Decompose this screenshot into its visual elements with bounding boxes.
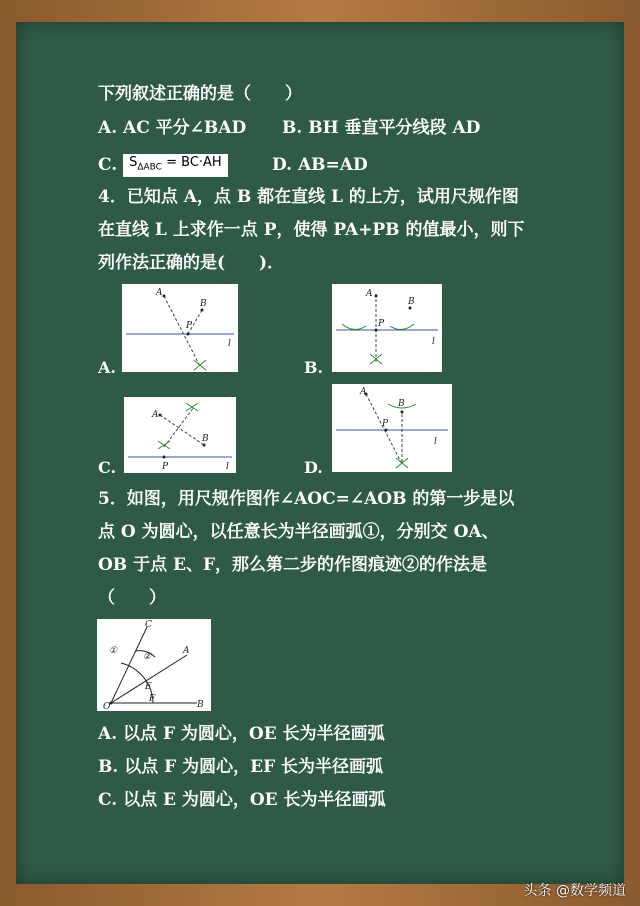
svg-text:E: E: [145, 682, 152, 692]
q4-line-2: 在直线 L 上求作一点 P，使得 PA+PB 的值最小，则下: [98, 220, 525, 240]
svg-text:①: ①: [109, 646, 118, 656]
q4-line-3: 列作法正确的是( )．: [98, 253, 285, 273]
q5-option-a: A. 以点 F 为圆心，OE 长为半径画弧: [98, 724, 385, 744]
q3-option-d: D. AB=AD: [272, 155, 368, 175]
svg-text:l: l: [228, 339, 231, 349]
q4-figure-a: [122, 284, 238, 372]
q3-option-a: A. AC 平分∠BAD: [98, 118, 247, 138]
q3-option-b: B. BH 垂直平分线段 AD: [282, 118, 481, 138]
svg-text:A: A: [183, 646, 190, 656]
svg-text:A: A: [366, 289, 373, 299]
source-watermark: 头条 @数学频道: [523, 883, 626, 899]
q4-figure-c: [124, 397, 236, 473]
q5-line-3: OB 于点 E、F，那么第二步的作图痕迹②的作法是: [98, 555, 488, 575]
svg-text:A: A: [156, 288, 163, 298]
svg-text:P: P: [186, 321, 193, 331]
svg-text:O: O: [103, 702, 111, 711]
svg-text:B: B: [398, 399, 405, 409]
q4-figure-b: [332, 284, 442, 372]
q5-option-b: B. 以点 F 为圆心，EF 长为半径画弧: [98, 757, 384, 777]
q3-option-c-formula: $S_{\Delta ABC} = BC\cdot AH$: [123, 154, 228, 177]
svg-text:B: B: [408, 297, 415, 307]
q3-option-c-label: C.: [98, 155, 118, 175]
svg-text:A: A: [152, 410, 159, 420]
q4-fig-a-label: A.: [98, 358, 116, 377]
q5-line-1: 5．如图，用尺规作图作∠AOC=∠AOB 的第一步是以: [98, 489, 515, 509]
q5-angle-figure: [97, 619, 211, 711]
svg-text:l: l: [434, 437, 437, 447]
svg-text:B: B: [197, 700, 204, 710]
q3-option-c: [98, 153, 228, 177]
q4-figure-d: [332, 384, 452, 472]
q5-option-c: C. 以点 E 为圆心，OE 长为半径画弧: [98, 790, 386, 810]
svg-text:B: B: [200, 299, 207, 309]
svg-text:F: F: [149, 694, 156, 704]
svg-text:P: P: [162, 462, 169, 472]
svg-text:B: B: [202, 434, 209, 444]
svg-text:②: ②: [143, 652, 152, 662]
svg-text:P: P: [378, 319, 385, 329]
q4-fig-b-label: B.: [304, 358, 324, 377]
svg-text:P: P: [382, 419, 389, 429]
svg-text:C: C: [145, 620, 152, 630]
svg-text:l: l: [226, 462, 229, 472]
svg-text:l: l: [432, 337, 435, 347]
q5-line-4: （ ）: [98, 588, 166, 608]
q4-fig-c-label: C.: [98, 458, 117, 477]
svg-text:A: A: [360, 387, 367, 397]
q4-fig-d-label: D.: [304, 458, 323, 477]
q3-stem: 下列叙述正确的是（ ）: [98, 84, 302, 104]
q4-line-1: 4．已知点 A，点 B 都在直线 L 的上方，试用尺规作图: [98, 187, 519, 207]
q5-line-2: 点 O 为圆心，以任意长为半径画弧①，分别交 OA、: [98, 522, 499, 542]
